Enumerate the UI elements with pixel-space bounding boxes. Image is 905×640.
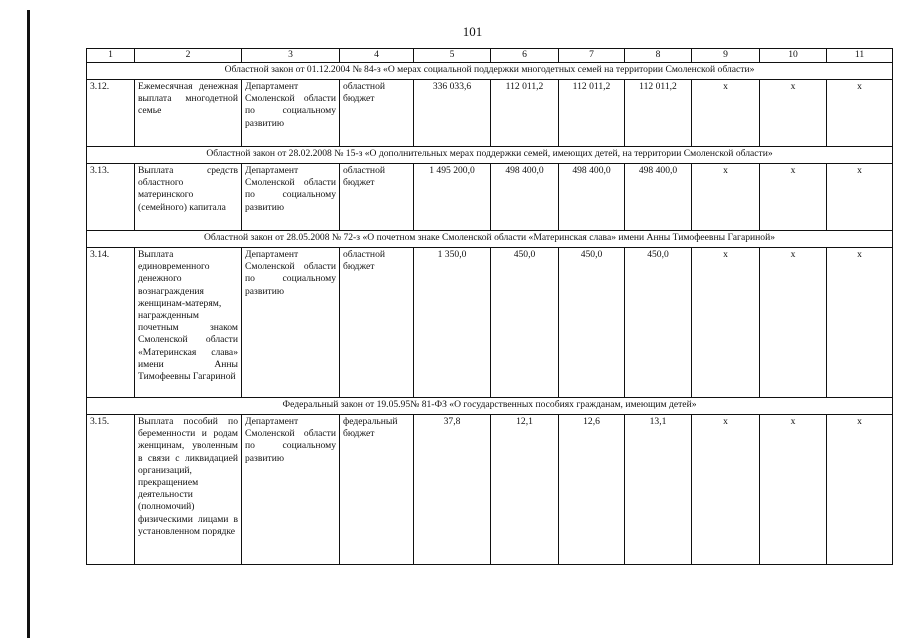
column-header: 11 <box>827 49 893 63</box>
measure-name: Выплата средств областного материнского (семейного) капитала <box>135 164 242 231</box>
value-col10: х <box>760 248 827 398</box>
column-header: 5 <box>414 49 491 63</box>
budget-source: областной бюджет <box>340 164 414 231</box>
column-header: 10 <box>760 49 827 63</box>
budget-source: областной бюджет <box>340 248 414 398</box>
amount-col8: 112 011,2 <box>625 80 692 147</box>
column-header: 9 <box>692 49 760 63</box>
table-row <box>87 248 893 398</box>
amount-col5: 336 033,6 <box>414 80 491 147</box>
law-title: Областной закон от 28.02.2008 № 15-з «О дополнительных мерах поддержки семей, имеющих детей, на территории Смоленской области» <box>87 147 893 164</box>
amount-col8: 498 400,0 <box>625 164 692 231</box>
value-col11: х <box>827 80 893 147</box>
value-col10: х <box>760 415 827 565</box>
law-title: Областной закон от 28.05.2008 № 72-з «О почетном знаке Смоленской области «Материнская слава» имени Анны Тимофеевны Гагариной» <box>87 231 893 248</box>
value-col11: х <box>827 248 893 398</box>
department: Департамент Смоленской области по социальному развитию <box>242 248 340 398</box>
row-number: 3.13. <box>87 164 135 231</box>
measure-name: Выплата единовременного денежного вознаграждения женщинам-матерям, награжденным почетным знаком Смоленской области «Материнская слава» имени Анны Тимофеевны Гагариной <box>135 248 242 398</box>
column-header: 6 <box>491 49 559 63</box>
amount-col7: 112 011,2 <box>559 80 625 147</box>
department: Департамент Смоленской области по социальному развитию <box>242 164 340 231</box>
law-title: Областной закон от 01.12.2004 № 84-з «О мерах социальной поддержки многодетных семей на территории Смоленской области» <box>87 63 893 80</box>
measure-name: Ежемесячная денежная выплата многодетной семье <box>135 80 242 147</box>
row-number: 3.14. <box>87 248 135 398</box>
amount-col7: 498 400,0 <box>559 164 625 231</box>
department: Департамент Смоленской области по социальному развитию <box>242 415 340 565</box>
table-row <box>87 415 893 565</box>
budget-source: федеральный бюджет <box>340 415 414 565</box>
page-number: 101 <box>462 24 483 39</box>
table-row <box>87 164 893 231</box>
column-header: 3 <box>242 49 340 63</box>
amount-col5: 1 495 200,0 <box>414 164 491 231</box>
department: Департамент Смоленской области по социальному развитию <box>242 80 340 147</box>
value-col11: х <box>827 415 893 565</box>
table-row <box>87 80 893 147</box>
measure-name: Выплата пособий по беременности и родам женщинам, уволенным в связи с ликвидацией организаций, прекращением деятельности (полномочий) физическими лицами в установленном порядке <box>135 415 242 565</box>
amount-col7: 450,0 <box>559 248 625 398</box>
law-title: Федеральный закон от 19.05.95№ 81-ФЗ «О государственных пособиях гражданам, имеющим детей» <box>87 398 893 415</box>
law-section-row <box>87 147 893 164</box>
amount-col6: 450,0 <box>491 248 559 398</box>
page-edge-bar <box>27 10 30 638</box>
amount-col6: 12,1 <box>491 415 559 565</box>
column-header: 2 <box>135 49 242 63</box>
row-number: 3.12. <box>87 80 135 147</box>
value-col10: х <box>760 164 827 231</box>
value-col10: х <box>760 80 827 147</box>
amount-col7: 12,6 <box>559 415 625 565</box>
amount-col6: 112 011,2 <box>491 80 559 147</box>
budget-table <box>86 48 893 565</box>
value-col11: х <box>827 164 893 231</box>
amount-col5: 37,8 <box>414 415 491 565</box>
column-header: 8 <box>625 49 692 63</box>
column-number-row <box>87 49 893 63</box>
value-col9: х <box>692 415 760 565</box>
amount-col8: 13,1 <box>625 415 692 565</box>
column-header: 1 <box>87 49 135 63</box>
row-number: 3.15. <box>87 415 135 565</box>
column-header: 4 <box>340 49 414 63</box>
budget-source: областной бюджет <box>340 80 414 147</box>
law-section-row <box>87 231 893 248</box>
law-section-row <box>87 63 893 80</box>
column-header: 7 <box>559 49 625 63</box>
value-col9: х <box>692 164 760 231</box>
amount-col5: 1 350,0 <box>414 248 491 398</box>
value-col9: х <box>692 248 760 398</box>
law-section-row <box>87 398 893 415</box>
amount-col6: 498 400,0 <box>491 164 559 231</box>
amount-col8: 450,0 <box>625 248 692 398</box>
value-col9: х <box>692 80 760 147</box>
